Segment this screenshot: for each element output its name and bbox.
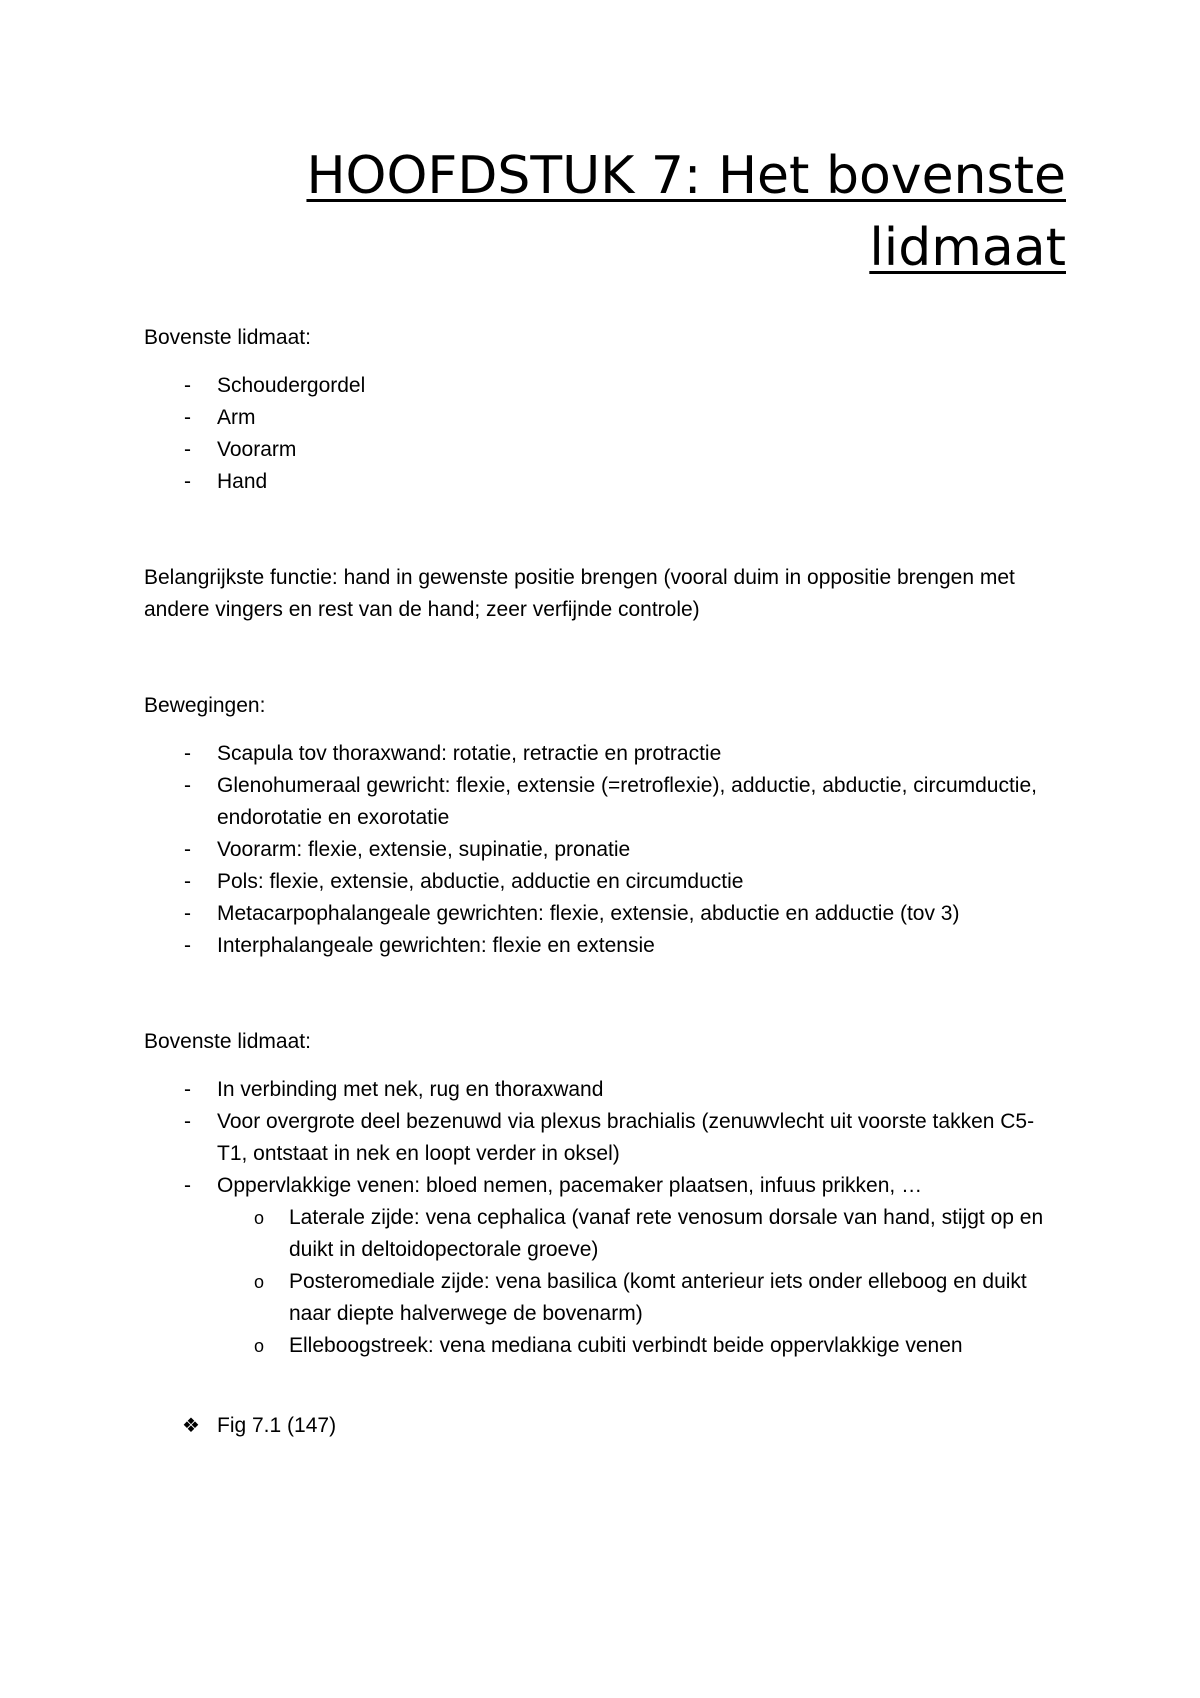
sublist-item: o Elleboogstreek: vena mediana cubiti verbindt beide oppervlakkige venen [144, 1330, 1064, 1362]
circle-bullet: o [254, 1272, 265, 1292]
dash-bullet: - [184, 374, 191, 397]
diamond-bullet-icon: ❖ [182, 1415, 200, 1437]
section-heading-movements: Bewegingen: [144, 694, 266, 717]
page-title: HOOFDSTUK 7: Het bovenste lidmaat [306, 146, 1066, 278]
movements-list [144, 738, 1064, 962]
figure-reference-text: Fig 7.1 (147) [217, 1414, 337, 1437]
dash-bullet: - [184, 902, 191, 925]
function-paragraph: Belangrijkste functie: hand in gewenste positie brengen (vooral duim in oppositie brengen met andere vingers en rest van de hand; zeer verfijnde controle) [144, 566, 1015, 621]
list-item: - Scapula tov thoraxwand: rotatie, retractie en protractie [144, 738, 1064, 770]
list-item: - Arm [144, 402, 1064, 434]
upper-limb-details-list [144, 1074, 1064, 1362]
list-item: - Interphalangeale gewrichten: flexie en extensie [144, 930, 1064, 962]
upper-limb-parts-list [144, 370, 1064, 498]
section-heading-upper-limb: Bovenste lidmaat: [144, 326, 311, 349]
dash-bullet: - [184, 1174, 191, 1197]
list-item: - Schoudergordel [144, 370, 1064, 402]
list-item: - In verbinding met nek, rug en thoraxwand [144, 1074, 1064, 1106]
dash-bullet: - [184, 870, 191, 893]
figure-reference [144, 1410, 1064, 1442]
dash-bullet: - [184, 438, 191, 461]
list-item: - Voorarm: flexie, extensie, supinatie, pronatie [144, 834, 1064, 866]
dash-bullet: - [184, 774, 191, 797]
veins-sublist [217, 1202, 1064, 1362]
list-item: - Metacarpophalangeale gewrichten: flexie, extensie, abductie en adductie (tov 3) [144, 898, 1064, 930]
list-item: - Voor overgrote deel bezenuwd via plexus brachialis (zenuwvlecht uit voorste takken C5-T1, ontstaat in nek en loopt verder in oksel) [144, 1106, 1064, 1170]
list-item: - Glenohumeraal gewricht: flexie, extensie (=retroflexie), adductie, abductie, circumductie, endorotatie en exorotatie [144, 770, 1064, 834]
sublist-item: o Laterale zijde: vena cephalica (vanaf rete venosum dorsale van hand, stijgt op en duikt in deltoidopectorale groeve) [144, 1202, 1064, 1266]
dash-bullet: - [184, 1110, 191, 1133]
dash-bullet: - [184, 1078, 191, 1101]
sublist-item: o Posteromediale zijde: vena basilica (komt anterieur iets onder elleboog en duikt naar diepte halverwege de bovenarm) [144, 1266, 1064, 1330]
list-item: - Hand [144, 466, 1064, 498]
circle-bullet: o [254, 1208, 265, 1228]
dash-bullet: - [184, 742, 191, 765]
list-item: - Voorarm [144, 434, 1064, 466]
dash-bullet: - [184, 838, 191, 861]
dash-bullet: - [184, 934, 191, 957]
dash-bullet: - [184, 470, 191, 493]
list-item: - Pols: flexie, extensie, abductie, adductie en circumductie [144, 866, 1064, 898]
document-body [144, 322, 1064, 1442]
section-heading-upper-limb-2: Bovenste lidmaat: [144, 1030, 311, 1053]
dash-bullet: - [184, 406, 191, 429]
list-item: - Oppervlakkige venen: bloed nemen, pacemaker plaatsen, infuus prikken, … o Laterale zijde: vena cephalica (vanaf rete venosum dorsale van hand, stijgt op en duikt in deltoidopectorale groeve) o Posteromediale zijde: vena basilica (komt anterieur iets onder elleboog en duikt naar diepte halverwege de bovenarm) o Elleboogstreek: vena mediana cubiti verbindt beide oppervlakkige venen [144, 1170, 1064, 1362]
circle-bullet: o [254, 1336, 265, 1356]
